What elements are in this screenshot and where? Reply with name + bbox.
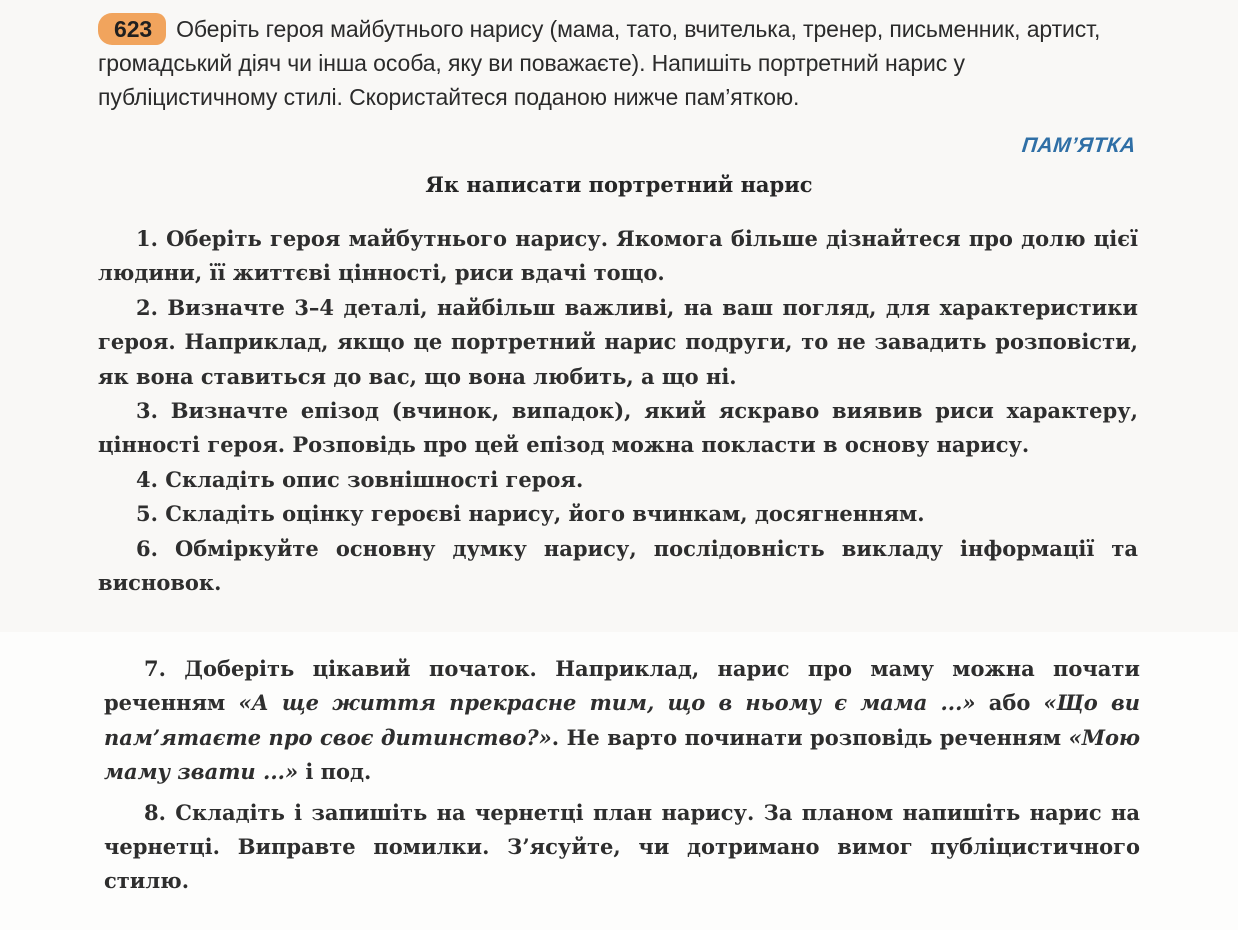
memo-item: 4. Складіть опис зовнішності героя.: [136, 466, 584, 492]
memo-item: 2. Визначте 3–4 деталі, найбільш важливі, на ваш погляд, для характеристики героя. Наприклад, якщо це портретний нарис подруги, то не завадить розповісти, як вона ставиться до вас, що вона любить, а що ні.: [98, 294, 1138, 389]
task-number-badge: 623: [98, 13, 166, 45]
memo-item-8: 8. Складіть і запишіть на чернетці план нарису. За планом напишіть нарис на чернетці. Виправте помилки. З’ясуйте, чи дотримано вимог публіцистичного стилю.: [104, 799, 1140, 894]
item7-lead: 7. Доберіть цікавий початок. Наприклад, нарис про маму можна почати реченням: [104, 656, 1140, 716]
memo-item: 5. Складіть оцінку героєві нарису, його вчинкам, досягненням.: [136, 501, 925, 527]
memo-item-7: [104, 652, 1140, 790]
item7-quote-2: «Що ви пам’ятаєте про своє дитинство?»: [104, 690, 1140, 750]
memo-title: Як написати портретний нарис: [425, 172, 813, 197]
memo-label: ПАМ’ЯТКА: [1021, 134, 1138, 157]
item7-tail: і под.: [298, 759, 372, 785]
item7-quote-1: «А ще життя прекрасне тим, що в ньому є мама ...»: [238, 690, 976, 716]
memo-item: 3. Визначте епізод (вчинок, випадок), який яскраво виявив риси характеру, цінності героя. Розповідь про цей епізод можна покласти в основу нарису.: [98, 398, 1138, 458]
item7-connector-1: або: [975, 690, 1044, 716]
item7-connector-2: . Не варто починати розповідь реченням: [551, 724, 1069, 750]
memo-list: [98, 222, 1138, 600]
memo-list-continued: [104, 652, 1140, 899]
task-header: [98, 12, 1143, 114]
task-text: Оберіть героя майбутнього нарису (мама, тато, вчителька, тренер, письменник, артист, громадський діяч чи інша особа, яку ви поважаєте). Напишіть портретний нарис у публіцистичному стилі. Скористайтеся поданою нижче пам’яткою.: [98, 16, 1101, 110]
memo-item: 1. Оберіть героя майбутнього нарису. Якомога більше дізнайтеся про долю цієї людини, її життєві цінності, риси вдачі тощо.: [98, 226, 1138, 286]
item7-quote-3: «Мою маму звати ...»: [104, 724, 1140, 785]
memo-item: 6. Обміркуйте основну думку нарису, послідовність викладу інформації та висновок.: [98, 535, 1138, 596]
